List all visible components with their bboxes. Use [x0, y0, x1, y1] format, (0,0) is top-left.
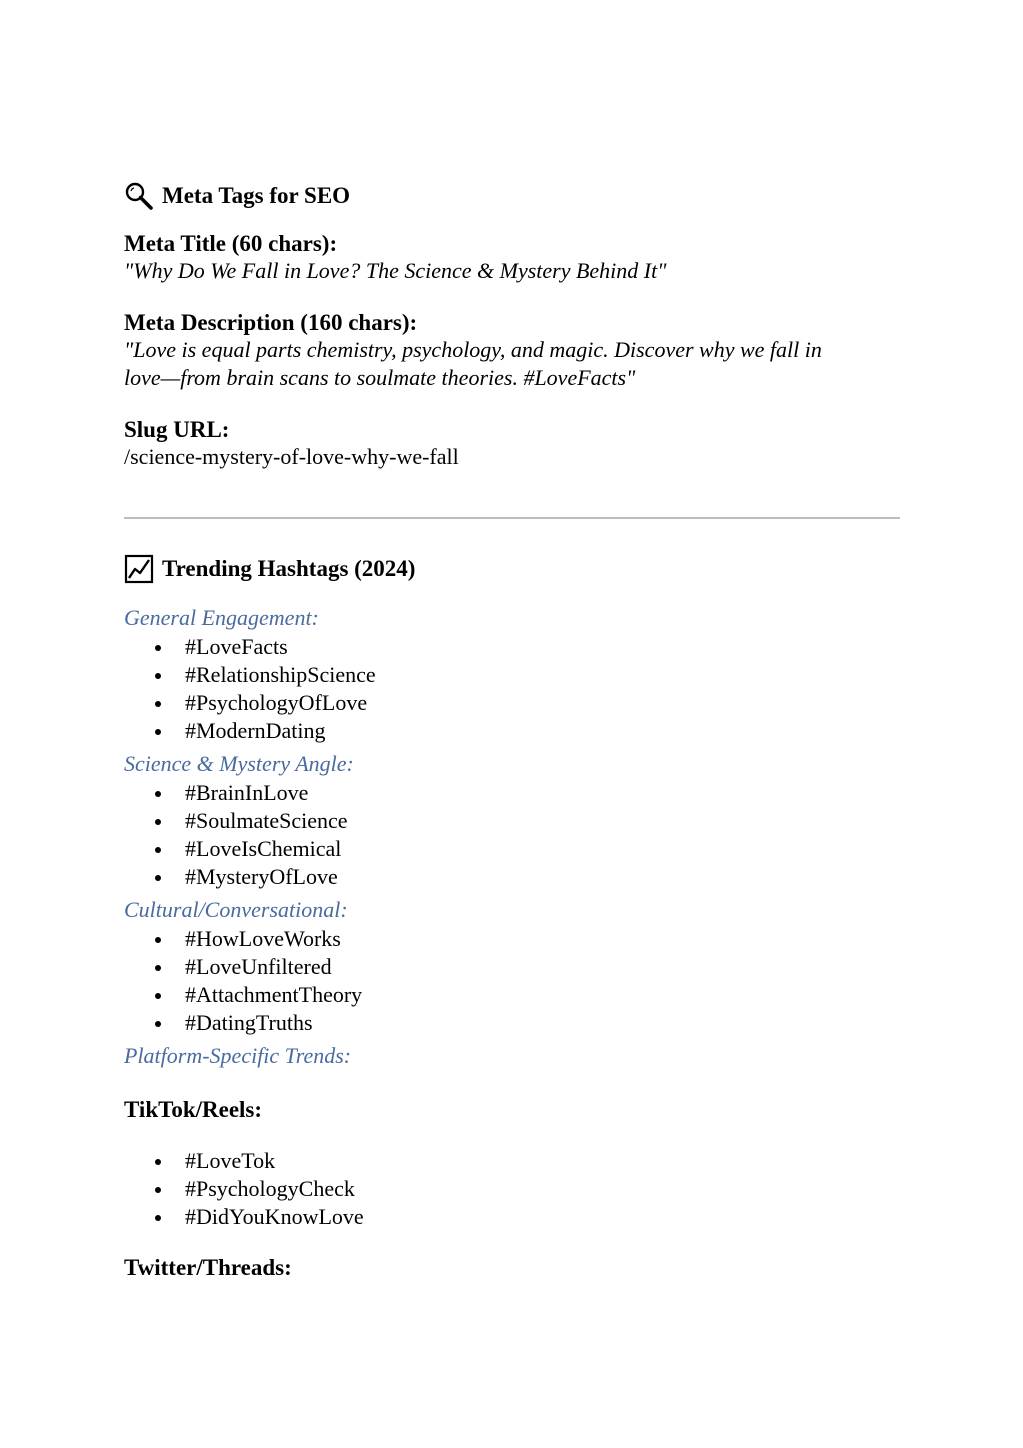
list-item [124, 717, 900, 745]
bullet-icon [155, 965, 161, 971]
bullet-icon [155, 673, 161, 679]
group-label-general: General Engagement: [124, 605, 319, 630]
bullet-icon [155, 701, 161, 707]
hashtag-text: #RelationshipScience [185, 662, 376, 687]
hashtag-text: #PsychologyOfLove [185, 690, 368, 715]
list-item [124, 981, 900, 1009]
list-item [124, 689, 900, 717]
chart-increasing-icon [124, 554, 154, 584]
hashtag-text: #LoveFacts [185, 634, 288, 659]
hashtags-section-heading [124, 551, 900, 587]
bullet-icon [155, 645, 161, 651]
list-item [124, 863, 900, 891]
seo-section-heading [124, 178, 900, 214]
hashtag-list-cultural [124, 925, 900, 1037]
hashtag-list-general [124, 633, 900, 745]
meta-description-label: Meta Description (160 chars): [124, 310, 418, 335]
bullet-icon [155, 937, 161, 943]
platform-label-twitter: Twitter/Threads: [124, 1255, 292, 1280]
hashtag-text: #AttachmentTheory [185, 982, 363, 1007]
list-item [124, 835, 900, 863]
hashtag-text: #LoveIsChemical [185, 836, 342, 861]
hashtag-text: #ModernDating [185, 718, 326, 743]
list-item [124, 661, 900, 689]
hashtag-text: #SoulmateScience [185, 808, 348, 833]
list-item [124, 1009, 900, 1037]
platform-label-tiktok: TikTok/Reels: [124, 1097, 263, 1122]
meta-title-label: Meta Title (60 chars): [124, 231, 338, 256]
hashtag-text: #DatingTruths [185, 1010, 313, 1035]
bullet-icon [155, 791, 161, 797]
hashtag-text: #BrainInLove [185, 780, 309, 805]
bullet-icon [155, 1215, 161, 1221]
group-label-science: Science & Mystery Angle: [124, 751, 354, 776]
platform-tiktok [124, 1095, 900, 1231]
magnifier-icon [124, 181, 154, 211]
list-item [124, 1175, 900, 1203]
list-item [124, 807, 900, 835]
bullet-icon [155, 1021, 161, 1027]
bullet-icon [155, 1159, 161, 1165]
hashtag-group-science [124, 749, 900, 891]
list-item [124, 1147, 900, 1175]
hashtag-list-science [124, 779, 900, 891]
list-item [124, 779, 900, 807]
hashtag-text: #LoveTok [185, 1148, 276, 1173]
slug-url-field [124, 416, 900, 471]
hashtag-text: #DidYouKnowLove [185, 1204, 364, 1229]
meta-description-line-1: "Love is equal parts chemistry, psychology, and magic. Discover why we fall in [124, 337, 822, 362]
bullet-icon [155, 847, 161, 853]
list-item [124, 953, 900, 981]
list-item [124, 1203, 900, 1231]
hashtag-text: #MysteryOfLove [185, 864, 338, 889]
seo-heading-text: Meta Tags for SEO [162, 183, 351, 208]
bullet-icon [155, 729, 161, 735]
document-page [124, 178, 900, 1283]
slug-url-value: /science-mystery-of-love-why-we-fall [124, 444, 459, 469]
meta-description-field [124, 309, 900, 392]
bullet-icon [155, 875, 161, 881]
list-item [124, 633, 900, 661]
slug-url-label: Slug URL: [124, 417, 230, 442]
hashtags-heading-text: Trending Hashtags (2024) [162, 556, 416, 581]
bullet-icon [155, 993, 161, 999]
hashtag-group-cultural [124, 895, 900, 1037]
bullet-icon [155, 1187, 161, 1193]
list-item [124, 925, 900, 953]
hashtag-list-tiktok [124, 1147, 900, 1231]
hashtag-text: #PsychologyCheck [185, 1176, 355, 1201]
meta-title-value: "Why Do We Fall in Love? The Science & Mystery Behind It" [124, 258, 667, 283]
hashtag-text: #LoveUnfiltered [185, 954, 332, 979]
bullet-icon [155, 819, 161, 825]
meta-description-line-2: love—from brain scans to soulmate theories. #LoveFacts" [124, 365, 636, 390]
meta-title-field [124, 230, 900, 285]
platform-trends-heading: Platform-Specific Trends: [124, 1043, 352, 1068]
hashtag-group-general [124, 603, 900, 745]
group-label-cultural: Cultural/Conversational: [124, 897, 348, 922]
hashtag-text: #HowLoveWorks [185, 926, 341, 951]
